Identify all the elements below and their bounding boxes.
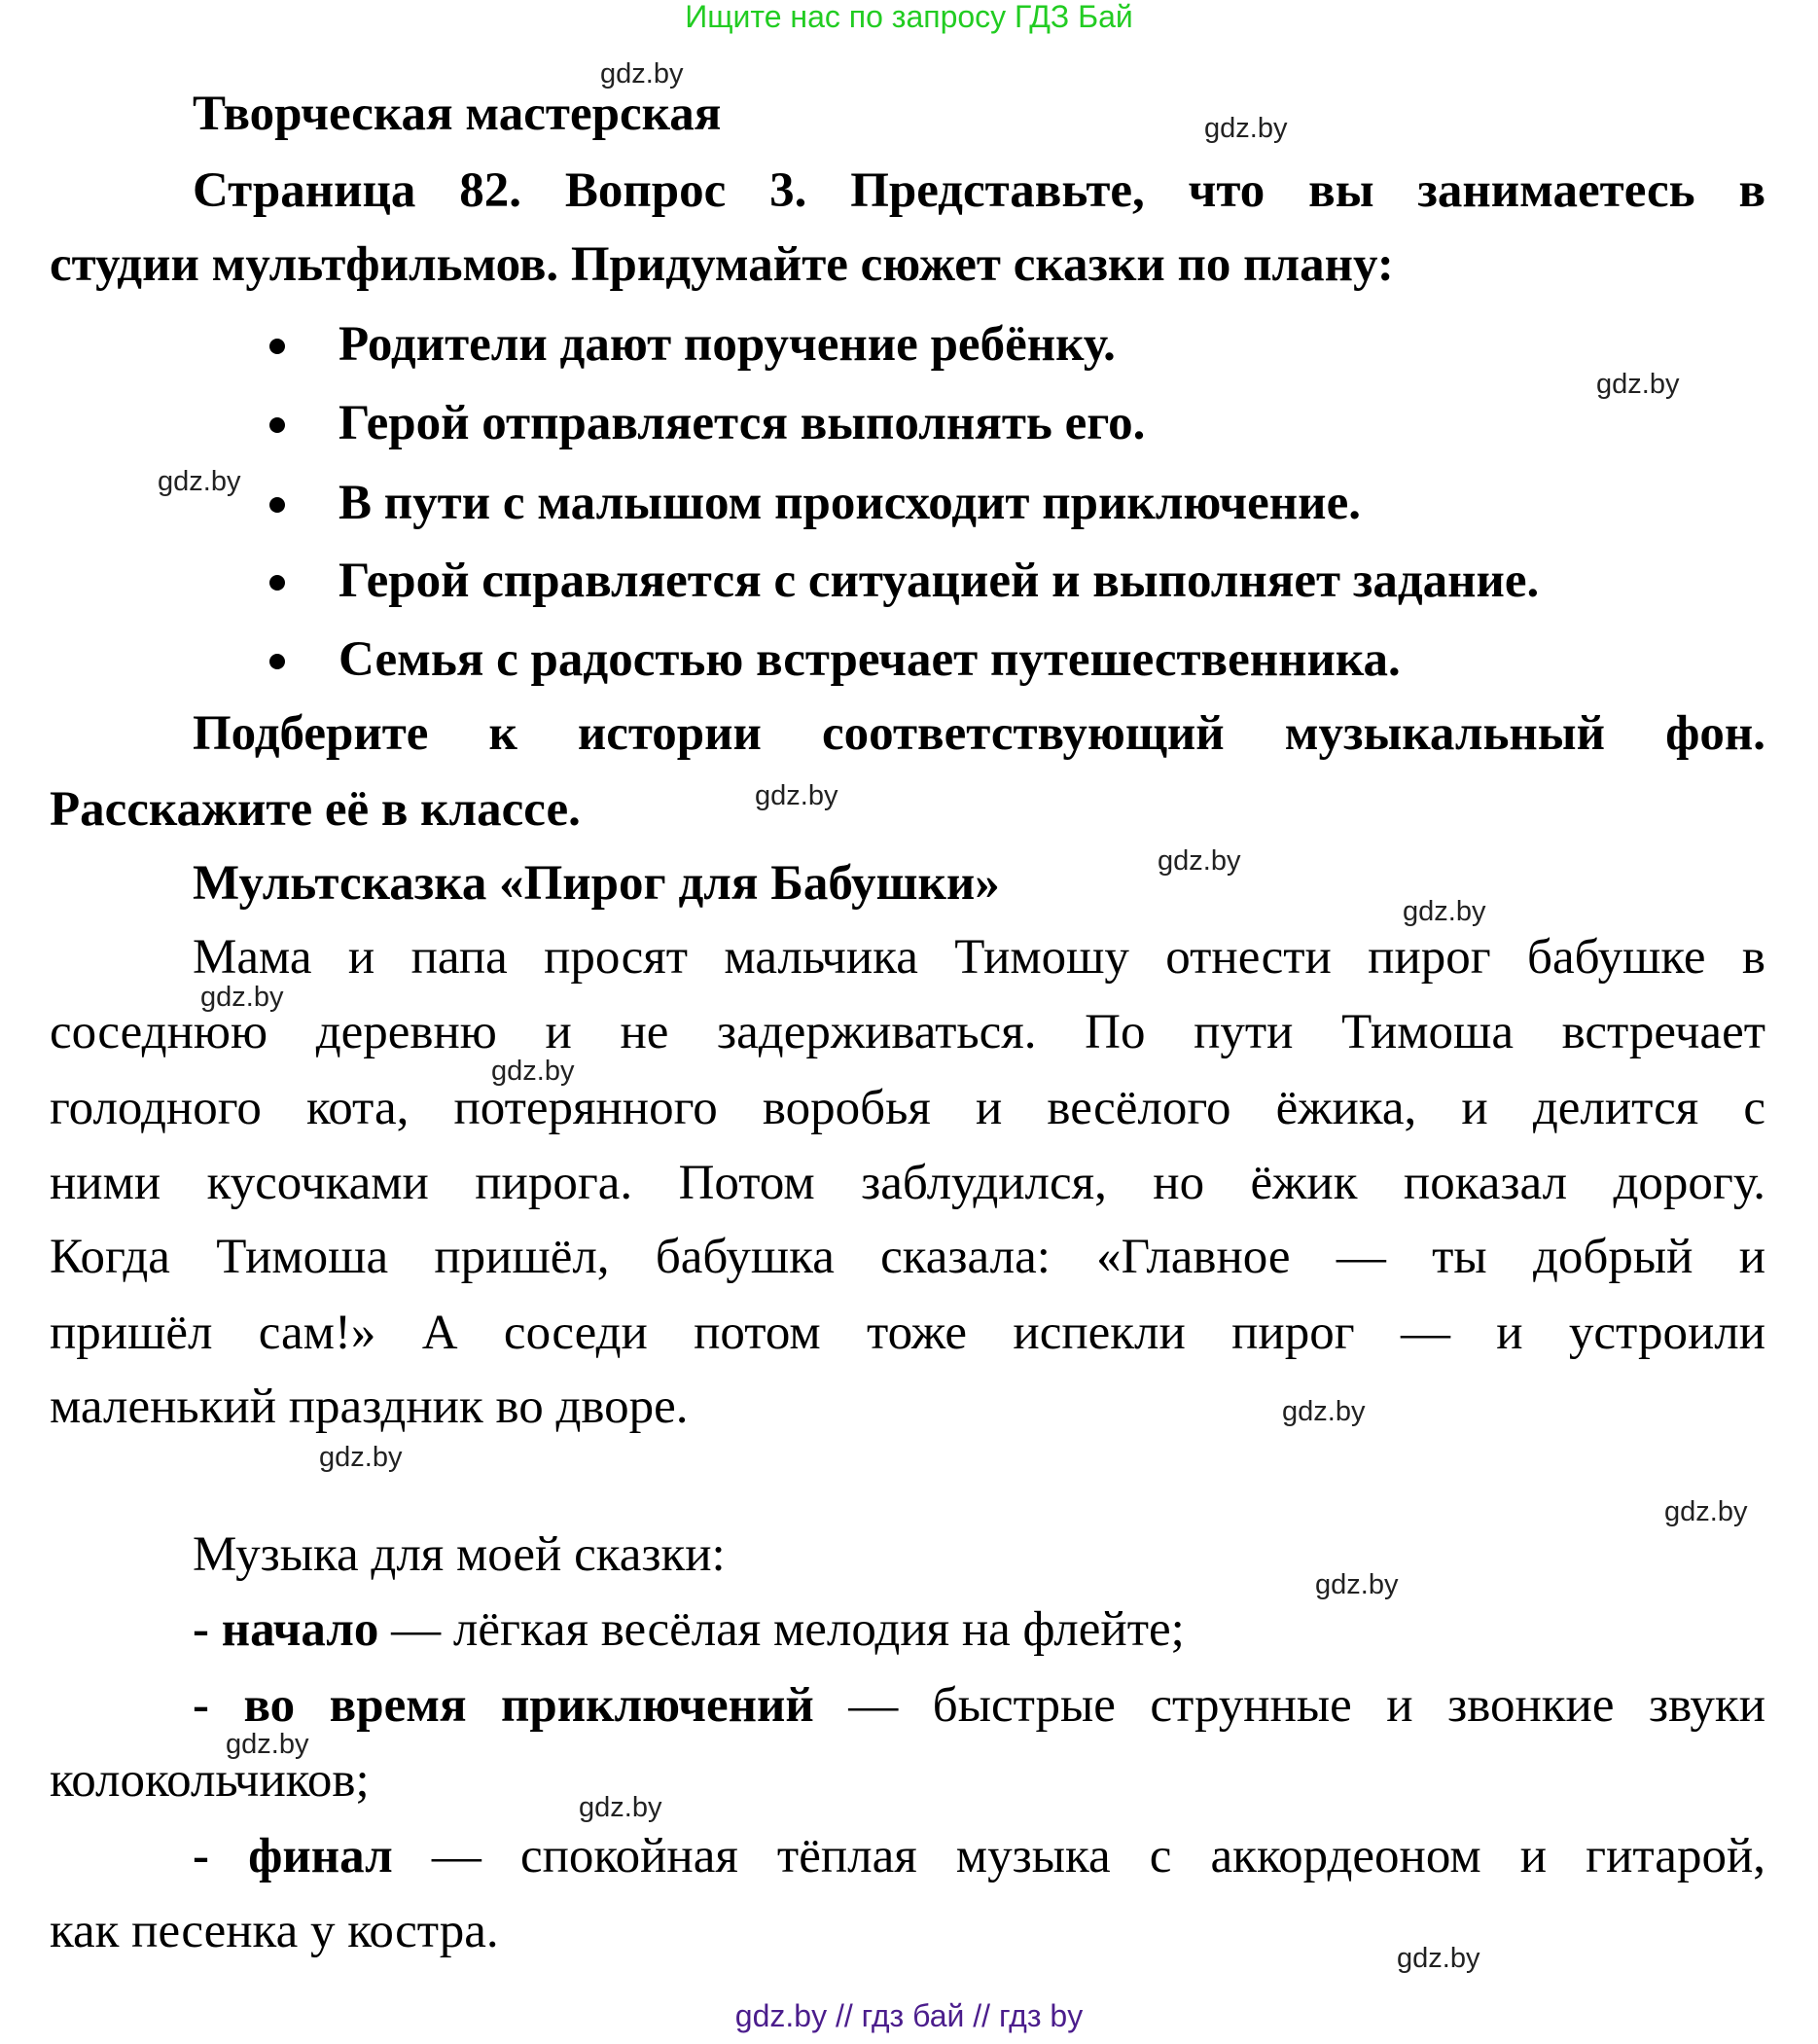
- watermark-text: gdz.by: [226, 1729, 309, 1760]
- text: соседнюю деревню и не задерживаться. По пути Тимоша встречает: [50, 1005, 1765, 1059]
- text-line: [193, 697, 1765, 771]
- footer-links[interactable]: gdz.by // гдз бай // гдз by: [734, 1998, 1084, 2033]
- bold-text: Герой отправляется выполнять его.: [339, 396, 1146, 450]
- text: Музыка для моей сказки:: [193, 1527, 726, 1582]
- watermark-text: gdz.by: [1596, 369, 1680, 400]
- text: — быстрые струнные и звонкие звуки: [813, 1678, 1766, 1733]
- text: голодного кота, потерянного воробья и весёлого ёжика, и делится с: [50, 1081, 1765, 1135]
- text: маленький праздник во дворе.: [50, 1380, 689, 1434]
- text: Мама и папа просят мальчика Тимошу отнести пирог бабушке в: [193, 930, 1765, 985]
- text-line: [50, 1894, 499, 1969]
- watermark-text: gdz.by: [1315, 1569, 1399, 1600]
- bullet-list-item: [339, 544, 1539, 619]
- text-line: [193, 1668, 1765, 1743]
- watermark-text: gdz.by: [755, 780, 838, 811]
- watermark-text: gdz.by: [1403, 896, 1486, 927]
- bold-text: Творческая мастерская: [193, 87, 722, 141]
- watermark-text: gdz.by: [1397, 1943, 1480, 1974]
- bold-text: Мультсказка «Пирог для Бабушки»: [193, 856, 1000, 911]
- text-line: [50, 995, 1765, 1070]
- text-line: [193, 1518, 726, 1593]
- bold-text: - во время приключений: [193, 1678, 814, 1733]
- watermark-text: gdz.by: [158, 466, 241, 497]
- watermark-text: gdz.by: [1664, 1496, 1748, 1527]
- bold-text: - финал: [193, 1829, 393, 1883]
- text-line: [193, 1819, 1765, 1894]
- text-line: [50, 1743, 370, 1818]
- bold-text: Герой справляется с ситуацией и выполняет задание.: [339, 554, 1540, 608]
- bold-text: студии мультфильмов. Придумайте сюжет сказки по плану:: [50, 237, 1394, 292]
- text-line: [50, 1370, 689, 1445]
- bullet-icon: [269, 339, 285, 354]
- text-line: [193, 920, 1765, 995]
- bold-text: Расскажите её в классе.: [50, 782, 581, 837]
- text-line: [50, 1220, 1765, 1295]
- bold-text: Родители дают поручение ребёнку.: [339, 317, 1116, 372]
- text: — спокойная тёплая музыка с аккордеоном и гитарой,: [392, 1829, 1765, 1883]
- text-line: [50, 1071, 1765, 1146]
- bullet-list-item: [339, 623, 1401, 698]
- text-line: [50, 228, 1394, 303]
- watermark-text: gdz.by: [491, 1056, 575, 1087]
- bold-text: Семья с радостью встречает путешественника.: [339, 632, 1401, 687]
- bullet-list-item: [339, 466, 1361, 541]
- text: колокольчиков;: [50, 1753, 370, 1808]
- bold-text: - начало: [193, 1602, 379, 1657]
- bullet-list-item: [339, 386, 1145, 461]
- text-line: [50, 772, 581, 847]
- bold-text: Подберите к истории соответствующий музыкальный фон.: [193, 706, 1765, 761]
- text: — лёгкая весёлая мелодия на флейте;: [378, 1602, 1185, 1657]
- watermark-text: gdz.by: [1158, 845, 1241, 877]
- bullet-icon: [269, 417, 285, 433]
- watermark-text: gdz.by: [579, 1792, 662, 1823]
- text: ними кусочками пирога. Потом заблудился, но ёжик показал дорогу.: [50, 1156, 1765, 1210]
- bold-text: Страница 82. Вопрос 3. Представьте, что вы занимаетесь в: [193, 163, 1765, 218]
- watermark-text: gdz.by: [1204, 113, 1288, 144]
- bullet-list-item: [339, 307, 1116, 382]
- bullet-icon: [269, 497, 285, 513]
- text: Когда Тимоша пришёл, бабушка сказала: «Главное — ты добрый и: [50, 1230, 1765, 1284]
- text: пришёл сам!» А соседи потом тоже испекли пирог — и устроили: [50, 1306, 1765, 1360]
- text-line: [193, 154, 1765, 229]
- text-line: [193, 846, 1000, 921]
- watermark-text: gdz.by: [319, 1442, 403, 1473]
- text: как песенка у костра.: [50, 1904, 499, 1958]
- bullet-icon: [269, 654, 285, 669]
- text-line: [50, 1146, 1765, 1221]
- search-hint-banner: Ищите нас по запросу ГДЗ Бай: [685, 0, 1133, 34]
- watermark-text: gdz.by: [600, 58, 684, 90]
- bold-text: В пути с малышом происходит приключение.: [339, 476, 1361, 530]
- watermark-text: gdz.by: [200, 982, 284, 1013]
- bullet-icon: [269, 575, 285, 591]
- watermark-text: gdz.by: [1282, 1396, 1366, 1427]
- text-line: [193, 1593, 1185, 1667]
- text-line: [50, 1296, 1765, 1371]
